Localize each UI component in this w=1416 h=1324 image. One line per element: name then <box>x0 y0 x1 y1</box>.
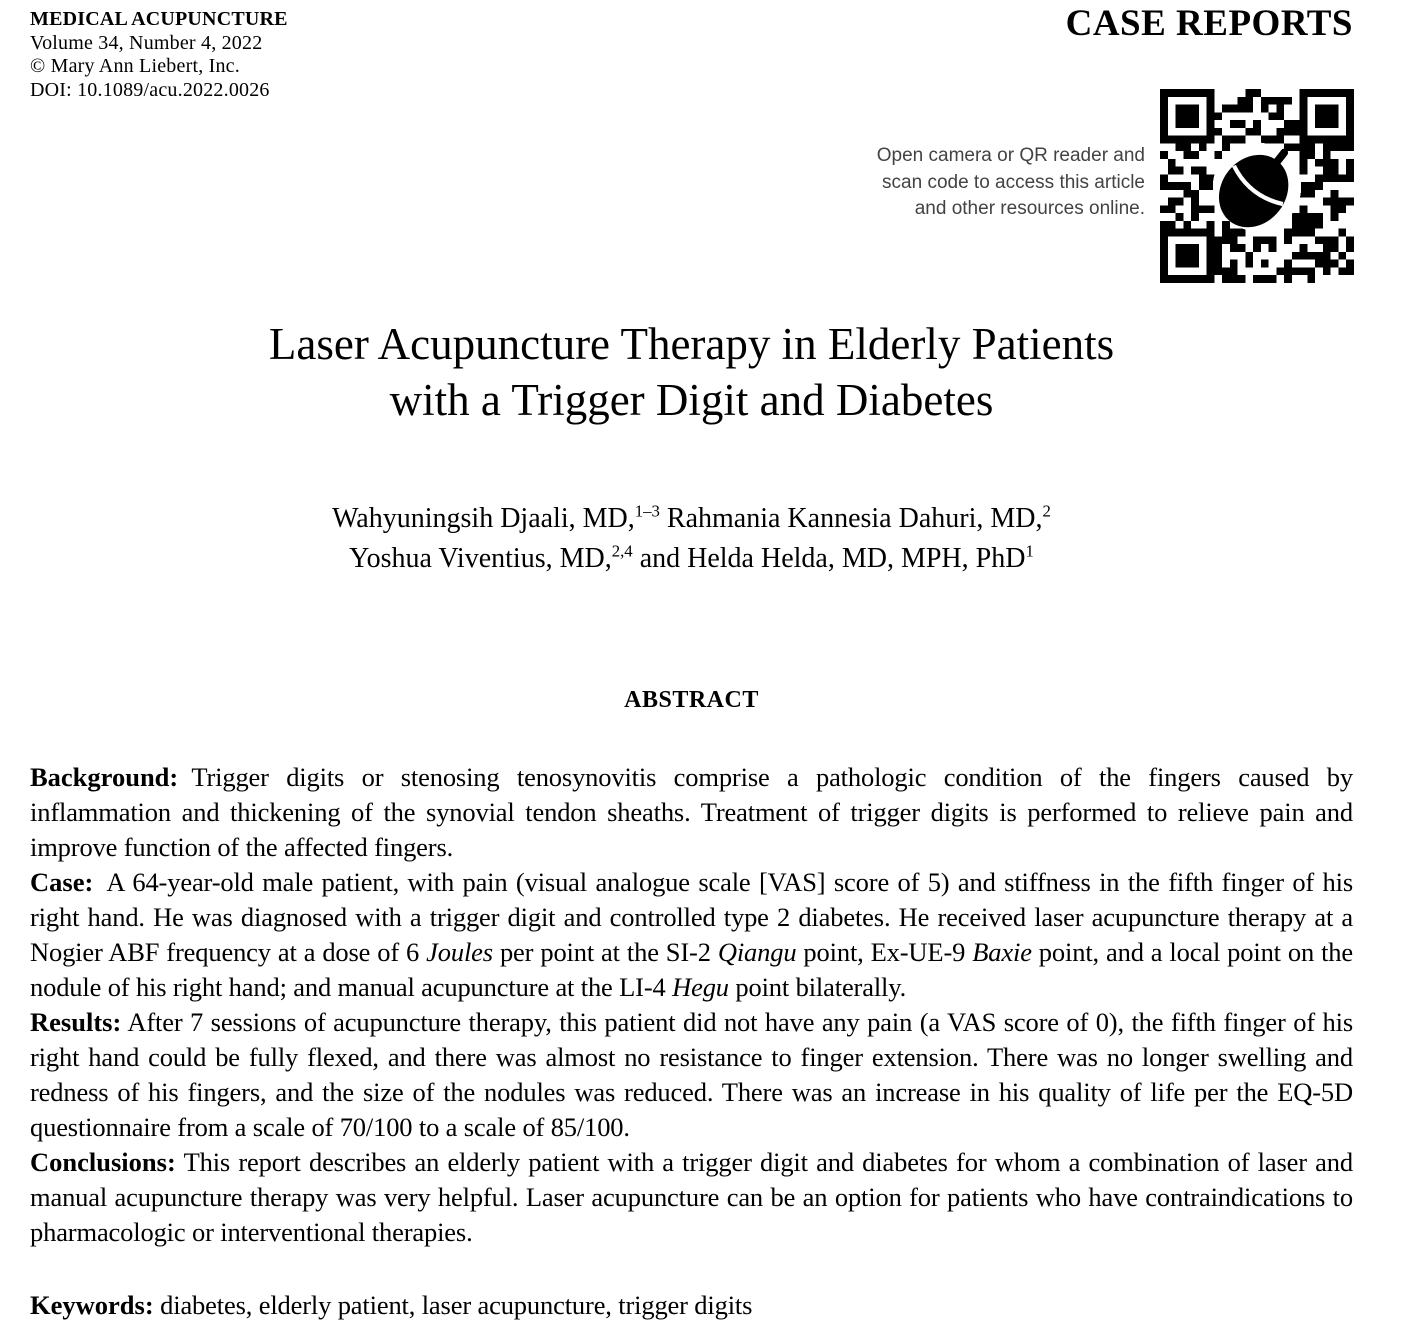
journal-header <box>30 8 288 102</box>
abstract-paragraph-conclusions: Conclusions: This report describes an elderly patient with a trigger digit and diabetes for whom a combination of laser and manual acupuncture therapy was very helpful. Laser acupuncture can be an option for patients who have contraindications to pharmacologic or interventional therapies. <box>30 1147 1353 1247</box>
qr-caption-line: Open camera or QR reader and <box>876 145 1145 166</box>
keywords-line: Keywords: diabetes, elderly patient, laser acupuncture, trigger digits <box>30 1290 753 1320</box>
abstract-paragraph-results: Results: After 7 sessions of acupuncture therapy, this patient did not have any pain (a VAS score of 0), the fifth finger of his right hand could be fully flexed, and there was almost no resistance to finger extension. There was no longer swelling and redness of his fingers, and the size of the nodules was reduced. There was an increase in his quality of life per the EQ-5D questionnaire from a scale of 70/100 to a scale of 85/100. <box>30 1007 1353 1142</box>
article-title-line1: Laser Acupuncture Therapy in Elderly Patients <box>268 319 1115 369</box>
journal-doi: DOI: 10.1089/acu.2022.0026 <box>30 78 270 101</box>
qr-caption-line: scan code to access this article <box>882 171 1145 193</box>
abstract-paragraph-background: Background: Trigger digits or stenosing tenosynovitis comprise a pathologic condition of the fingers caused by inflammation and thickening of the synovial tendon sheaths. Treatment of trigger digits is performed to relieve pain and improve function of the affected fingers. <box>30 762 1353 862</box>
abstract-section <box>30 686 1353 1323</box>
qr-code-image <box>1160 88 1354 284</box>
abstract-paragraph-case: Case: A 64-year-old male patient, with pain (visual analogue scale [VAS] score of 5) and stiffness in the fifth finger of his right hand. He was diagnosed with a trigger digit and controlled type 2 diabetes. He received laser acupuncture therapy at a Nogier ABF frequency at a dose of 6 Joules per point at the SI-2 Qiangu point, Ex-UE-9 Baxie point, and a local point on the nodule of his right hand; and manual acupuncture at the LI-4 Hegu point bilaterally. <box>30 867 1353 1002</box>
author-line: Yoshua Viventius, MD,$^{2,4}$ and Helda Helda, MD, MPH, PhD$^1$ <box>349 541 1034 574</box>
qr-code <box>1160 88 1354 284</box>
author-list <box>30 499 1353 579</box>
author-line: Wahyuningsih Djaali, MD,$^{1-3}$ Rahmania Kannesia Dahuri, MD,$^2$ <box>332 501 1051 534</box>
abstract-heading: ABSTRACT <box>624 687 759 713</box>
journal-volume: Volume 34, Number 4, 2022 <box>30 31 263 54</box>
qr-caption <box>877 143 1145 223</box>
article-title <box>30 316 1353 428</box>
journal-copyright: © Mary Ann Liebert, Inc. <box>30 55 240 77</box>
section-label: CASE REPORTS <box>1065 3 1353 44</box>
article-title-line2: with a Trigger Digit and Diabetes <box>389 375 994 425</box>
qr-caption-line: and other resources online. <box>914 198 1145 219</box>
journal-name: MEDICAL ACUPUNCTURE <box>30 8 288 30</box>
